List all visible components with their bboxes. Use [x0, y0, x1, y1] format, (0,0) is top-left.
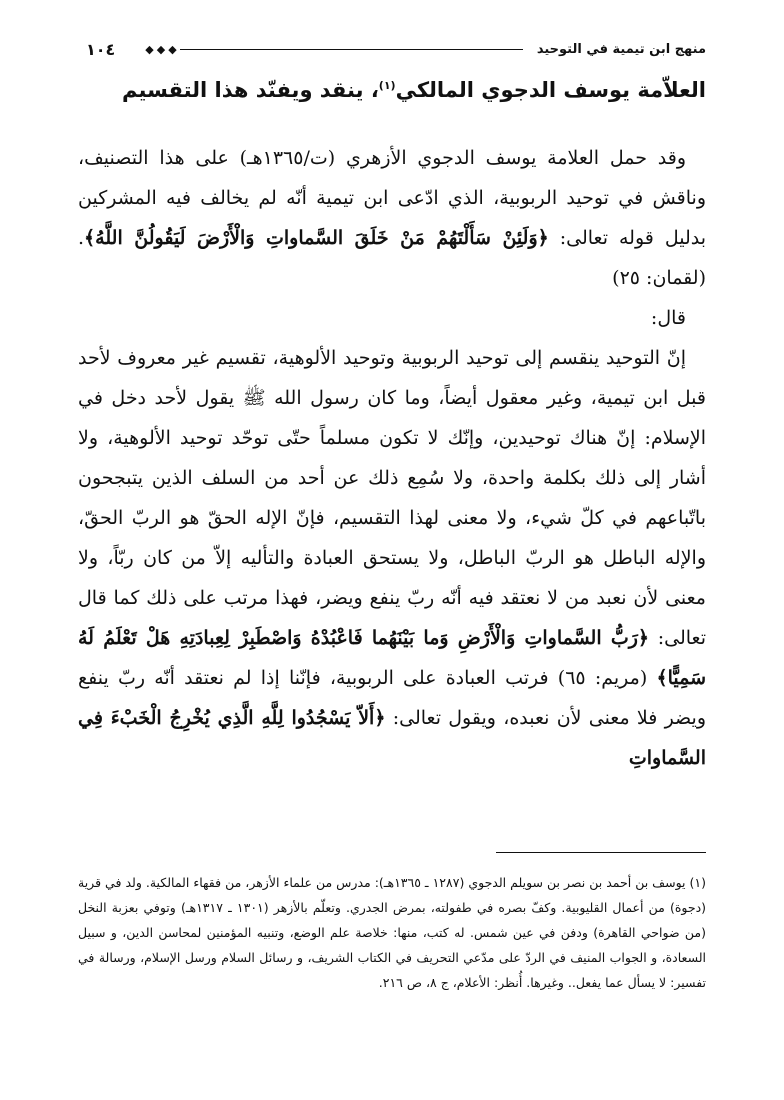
running-header: [78, 34, 706, 64]
header-ornament: [141, 44, 523, 55]
heading-text-before: العلاّمة يوسف الدجوي المالكي: [395, 78, 706, 102]
book-page: [78, 22, 706, 1082]
quran-verse-luqman: ﴿وَلَئِنْ سَأَلْتَهُمْ مَنْ خَلَقَ السَّماواتِ وَالْأَرْضَ لَيَقُولُنَّ اللَّهُ﴾: [84, 227, 549, 249]
quran-verse-maryam: ﴿رَبُّ السَّماواتِ وَالْأَرْضِ وَما بَيْنَهُما فَاعْبُدْهُ وَاصْطَبِرْ لِعِبادَتِهِ هَلْ تَعْلَمُ لَهُ سَمِيًّا﴾: [78, 627, 706, 689]
quote-intro: قال:: [650, 307, 686, 329]
section-heading: [78, 78, 706, 102]
quran-verse-naml: ﴿أَلاّ يَسْجُدُوا لِلَّهِ الَّذِي يُخْرِجُ الْخَبْءَ فِي السَّماواتِ: [78, 707, 706, 769]
paragraph-1: [78, 138, 706, 298]
page-number: ١٠٤: [86, 39, 116, 59]
heading-text-after: ، ينقد ويفنّد هذا التقسيم: [122, 78, 379, 102]
paragraph-2: [78, 338, 706, 778]
paragraph-1-text: وقد حمل العلامة يوسف الدجوي الأزهري (ت/١٣٦٥هـ) على هذا التصنيف، وناقش في توحيد الربوبية، الذي ادّعى ابن تيمية أنّه لم يخالف فيه المشركين بدليل قوله تعالى:: [78, 147, 706, 249]
book-title: منهج ابن تيمية في التوحيد: [536, 41, 706, 57]
heading-footnote-ref: (١): [378, 79, 396, 92]
diamond-ornament-icon: ◆◆◆: [145, 42, 180, 56]
footnote-separator: [496, 852, 706, 853]
body-text: [78, 138, 706, 778]
footnote-1: (١) يوسف بن أحمد بن نصر بن سويلم الدجوي (١٢٨٧ ـ ١٣٦٥هـ): مدرس من علماء الأزهر، من فقهاء المالكية. ولد في قرية (دجوة) من أعمال القليوبية. وكفّ بصره في طفولته، بمرض الجدري. وتعلّم بالأزهر (١٣٠١ ـ ١٣١٧هـ) وتوفي بعزبة النخل (من ضواحي القاهرة) ودفن في عين شمس. له كتب، منها: خلاصة علم الوضع، وتنبيه المؤمنين لمحاسن الدين، و سبيل السعادة، و الجواب المنيف في الردّ على مدّعي التحريف في الكتاب الشريف، و رسائل السلام ورسل الإسلام، ورسالة في تفسير: لا يسأل عما يفعل.. وغيرها. أُنظر: الأعلام، ج ٨، ص ٢١٦.: [78, 875, 707, 990]
paragraph-2-text-a: إنّ التوحيد ينقسم إلى توحيد الربوبية وتوحيد الألوهية، تقسيم غير معروف لأحد قبل ابن تيمية، وغير معقول أيضاً، وما كان رسول الله ﷺ يقول لأحد دخل في الإسلام: إنّ هناك توحيدين، وإنّك لا تكون مسلماً حتّى توحّد توحيد الألوهية، ولا أشار إلى ذلك بكلمة واحدة، ولا سُمِع ذلك عن أحد من السلف الذين يتبجحون باتّباعهم في كلّ شيء، ولا معنى لهذا التقسيم، فإنّ الإله الحقّ هو الربّ الحقّ، والإله الباطل هو الربّ الباطل، ولا يستحق العبادة والتأليه إلاّ من كان ربّاً، ولا معنى لأن نعبد من لا نعتقد فيه أنّه ربّ ينفع ويضر، فهذا مرتب على ذلك كما قال تعالى:: [78, 347, 706, 649]
footnotes: [78, 870, 706, 995]
header-rule: [180, 49, 523, 50]
verse-reference-luqman: . (لقمان: ٢٥): [78, 227, 706, 289]
paragraph-2-text-b: (مريم: ٦٥) فرتب العبادة على الربوبية، فإنّنا إذا لم نعتقد أنّه ربّ ينفع ويضر فلا معنى لأن نعبده، ويقول تعالى:: [78, 667, 706, 729]
